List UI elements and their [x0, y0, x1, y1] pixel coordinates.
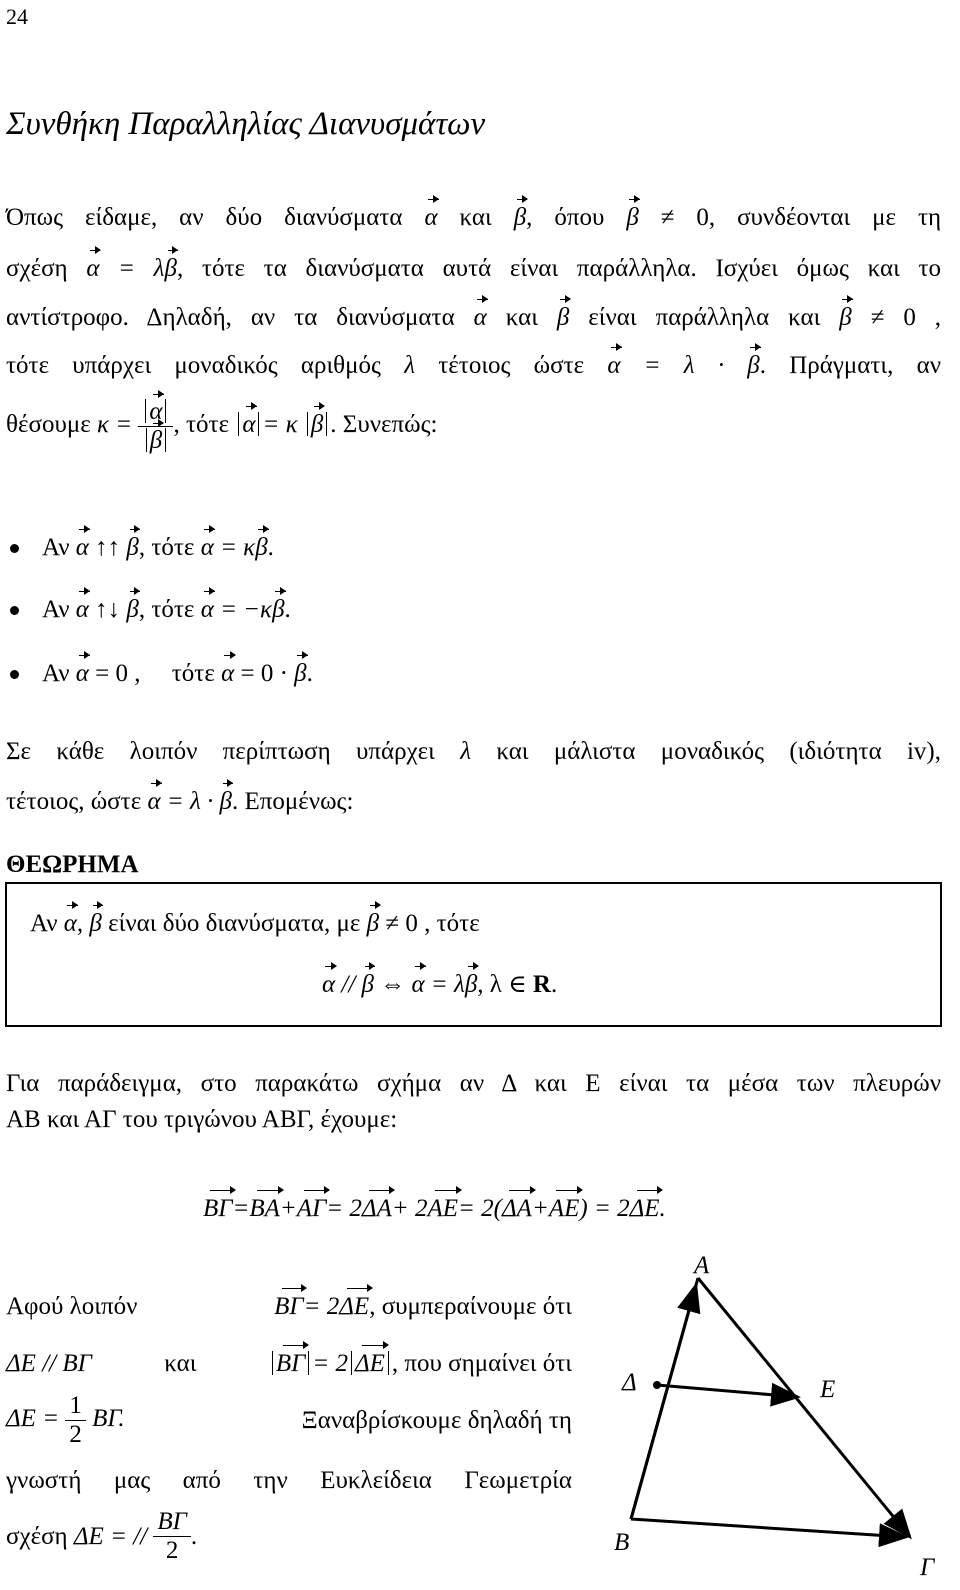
example-line-1: Για παράδειγμα, στο παρακάτω σχήμα αν Δ και Ε είναι τα μέσα των πλευρών [6, 1070, 941, 1097]
bullet-2 [10, 606, 19, 615]
case-zero-vector: Αν α = 0 , τότε α = 0 · β. [42, 660, 313, 687]
bullet-1 [10, 544, 19, 553]
label-e: Ε [820, 1376, 836, 1403]
final-line-2: ΔΕ // ΒΓ και ΒΓ = 2 ΔΕ , που σημαίνει ότι [6, 1350, 572, 1377]
final-line-5: σχέση ΔΕ = // $\frac{B\Gamma}{2}$ . [6, 1508, 198, 1564]
vec-alpha: α [473, 304, 487, 331]
intro-line-4: τότε υπάρχει μοναδικός αριθμός λ τέτοιος ώστε α = λ · β. Πράγματι, αν [6, 352, 942, 379]
theorem-line-2: α // β ⇔ α = λβ, λ ∈ R. [322, 971, 558, 998]
side-ag [698, 1278, 910, 1537]
theorem-line-1: Αν α, β είναι δύο διανύσματα, με β ≠ 0 , τότε [30, 910, 480, 937]
vec-beta: β [513, 204, 527, 231]
segment-de [657, 1385, 798, 1397]
label-d: Δ [622, 1369, 637, 1396]
arrow-ab [631, 1285, 696, 1519]
vec-beta: β [626, 204, 639, 231]
kappa-fraction: $\frac{\alpha}{\beta}$ [138, 398, 173, 455]
vec-beta: β [747, 352, 760, 379]
label-a: Α [694, 1252, 710, 1279]
vec-alpha: α [86, 255, 100, 282]
conclusion-line-2: τέτοιος, ώστε α = λ · β. Επομένως: [6, 788, 354, 815]
case-same-direction: Αν α ↑↑ β, τότε α = κβ. [42, 534, 274, 561]
vec-beta: β [839, 304, 852, 331]
final-line-4: γνωστή μας από την Ευκλείδεια Γεωμετρία [6, 1467, 572, 1494]
case-opposite-direction: Αν α ↑↓ β, τότε α = −κβ. [42, 596, 291, 623]
intro-line-2: σχέση α = λβ, τότε τα διανύσματα αυτά είναι παράλληλα. Ισχύει όμως και το [6, 255, 942, 282]
vec-alpha: α [424, 204, 438, 231]
example-line-2: ΑΒ και ΑΓ του τριγώνου ΑΒΓ, έχουμε: [6, 1106, 398, 1133]
bullet-3 [10, 670, 19, 679]
theorem-box [5, 882, 942, 1027]
example-equation: ΒΓ=ΒΑ+ΑΓ= 2ΔΑ+ 2ΑΕ= 2(ΔΑ+ΑΕ) = 2ΔΕ. [203, 1195, 666, 1222]
label-b: Β [614, 1529, 630, 1556]
point-d [653, 1381, 661, 1389]
intro-line-3: αντίστροφο. Δηλαδή, αν τα διανύσματα α και β είναι παράλληλα και β ≠ 0 , [6, 304, 942, 331]
page-title: Συνθήκη Παραλληλίας Διανυσμάτων [6, 106, 486, 142]
conclusion-line-1: Σε κάθε λοιπόν περίπτωση υπάρχει λ και μάλιστα μοναδικός (ιδιότητα iv), [6, 738, 942, 765]
vec-alpha: α [607, 352, 621, 379]
label-g: Γ [920, 1554, 935, 1581]
intro-line-5: θέσουμε κ = $\frac{\alpha}{\beta}$ , τότε α = κ β . Συνεπώς: [6, 398, 438, 454]
vec-beta: β [164, 255, 177, 282]
vec-beta: β [556, 304, 570, 331]
final-line-1: Αφού λοιπόν ΒΓ= 2ΔΕ, συμπεραίνουμε ότι [6, 1293, 572, 1320]
intro-line-1: Όπως είδαμε, αν δύο διανύσματα α και β, όπου β ≠ 0, συνδέονται με τη [6, 204, 942, 231]
side-bg [631, 1519, 906, 1537]
theorem-heading: ΘΕΩΡΗΜΑ [6, 851, 139, 878]
triangle-figure [590, 1245, 950, 1590]
final-line-3: ΔΕ = $\frac{1}{2}$ ΒΓ. Ξαναβρίσκουμε δηλαδή τη [6, 1392, 572, 1448]
page-number: 24 [6, 4, 28, 29]
